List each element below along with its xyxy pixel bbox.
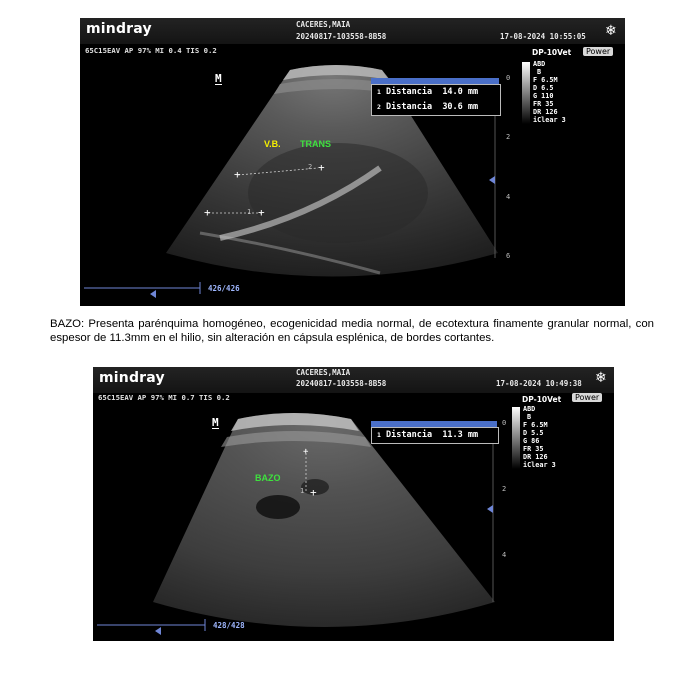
depth-tick: 0 xyxy=(506,74,511,82)
cine-frame-counter[interactable]: 428/428 xyxy=(213,621,245,630)
study-id: 20240817-103558-8B58 xyxy=(296,379,387,388)
depth-tick: 6 xyxy=(506,252,511,260)
orientation-marker: M xyxy=(212,416,219,429)
imaging-parameters xyxy=(523,405,556,469)
patient-name: CACERES,MAIA xyxy=(296,368,351,377)
depth-tick: 0 xyxy=(502,419,507,427)
measurement-row: 2 Distancia 30.6 mm xyxy=(377,102,479,112)
svg-text:+: + xyxy=(204,206,211,219)
measurement-results xyxy=(371,84,501,116)
measurement-row: 1 Distancia 14.0 mm xyxy=(377,87,479,97)
param-frame-rate: FR 35 xyxy=(533,100,554,108)
svg-text:+: + xyxy=(310,486,317,499)
depth-tick: 4 xyxy=(506,193,511,201)
annotation-bazo: BAZO xyxy=(255,473,281,483)
svg-text:+: + xyxy=(234,168,241,181)
svg-text:+: + xyxy=(303,447,309,457)
ultrasound-image-1 xyxy=(80,18,625,306)
cine-frame-counter[interactable]: 426/426 xyxy=(208,284,240,293)
measurement-results xyxy=(371,427,499,444)
preset-mode: DP-10Vet xyxy=(532,48,572,57)
depth-tick: 2 xyxy=(506,133,511,141)
brand-logo: mindray xyxy=(99,370,165,386)
annotation-vb: V.B. xyxy=(264,139,281,149)
caliper-label: 1 xyxy=(300,487,305,495)
param-depth: D 5.5 xyxy=(523,429,544,437)
param-dynamic-range: DR 126 xyxy=(533,108,558,116)
param-mode: B xyxy=(527,413,532,421)
caliper-label: 2 xyxy=(308,163,313,171)
caliper-label: 1 xyxy=(247,208,252,216)
report-caption: BAZO: Presenta parénquima homogéneo, ecogenicidad media normal, de ecotextura finamente granular normal, con espesor de 11.3mm en el hilio, sin alteración en cápsula esplénica, de bordes cortantes. xyxy=(50,318,654,344)
param-mode: B xyxy=(537,68,542,76)
preset-mode: DP-10Vet xyxy=(522,395,562,404)
param-gain: G 86 xyxy=(523,437,540,445)
param-iclear: iClear 3 xyxy=(533,116,566,124)
param-preset: ABD xyxy=(533,60,546,68)
imaging-parameters xyxy=(533,60,566,124)
param-frequency: F 6.5M xyxy=(523,421,548,429)
study-id: 20240817-103558-8B58 xyxy=(296,32,387,41)
param-frequency: F 6.5M xyxy=(533,76,558,84)
exam-datetime: 17-08-2024 10:49:38 xyxy=(496,379,582,388)
param-frame-rate: FR 35 xyxy=(523,445,544,453)
power-badge: Power xyxy=(572,393,602,402)
exam-datetime: 17-08-2024 10:55:05 xyxy=(500,32,586,41)
patient-name: CACERES,MAIA xyxy=(296,20,351,29)
param-depth: D 6.5 xyxy=(533,84,554,92)
freeze-icon[interactable]: ❄ xyxy=(595,369,607,385)
freeze-icon[interactable]: ❄ xyxy=(605,22,617,38)
param-iclear: iClear 3 xyxy=(523,461,556,469)
annotation-trans: TRANS xyxy=(300,139,331,149)
param-dynamic-range: DR 126 xyxy=(523,453,548,461)
ultrasound-image-2 xyxy=(93,367,614,641)
depth-tick: 2 xyxy=(502,485,507,493)
grayscale-bar xyxy=(512,407,520,469)
param-gain: G 110 xyxy=(533,92,554,100)
brand-logo: mindray xyxy=(86,21,152,37)
power-badge: Power xyxy=(583,47,613,56)
svg-text:+: + xyxy=(258,206,265,219)
probe-info: 65C15EAV AP 97% MI 0.7 TIS 0.2 xyxy=(98,393,230,402)
grayscale-bar xyxy=(522,62,530,124)
measurement-row: 1 Distancia 11.3 mm xyxy=(377,430,479,440)
svg-text:+: + xyxy=(318,161,325,174)
probe-info: 65C15EAV AP 97% MI 0.4 TIS 0.2 xyxy=(85,46,217,55)
orientation-marker: M xyxy=(215,72,222,85)
depth-tick: 4 xyxy=(502,551,507,559)
param-preset: ABD xyxy=(523,405,536,413)
